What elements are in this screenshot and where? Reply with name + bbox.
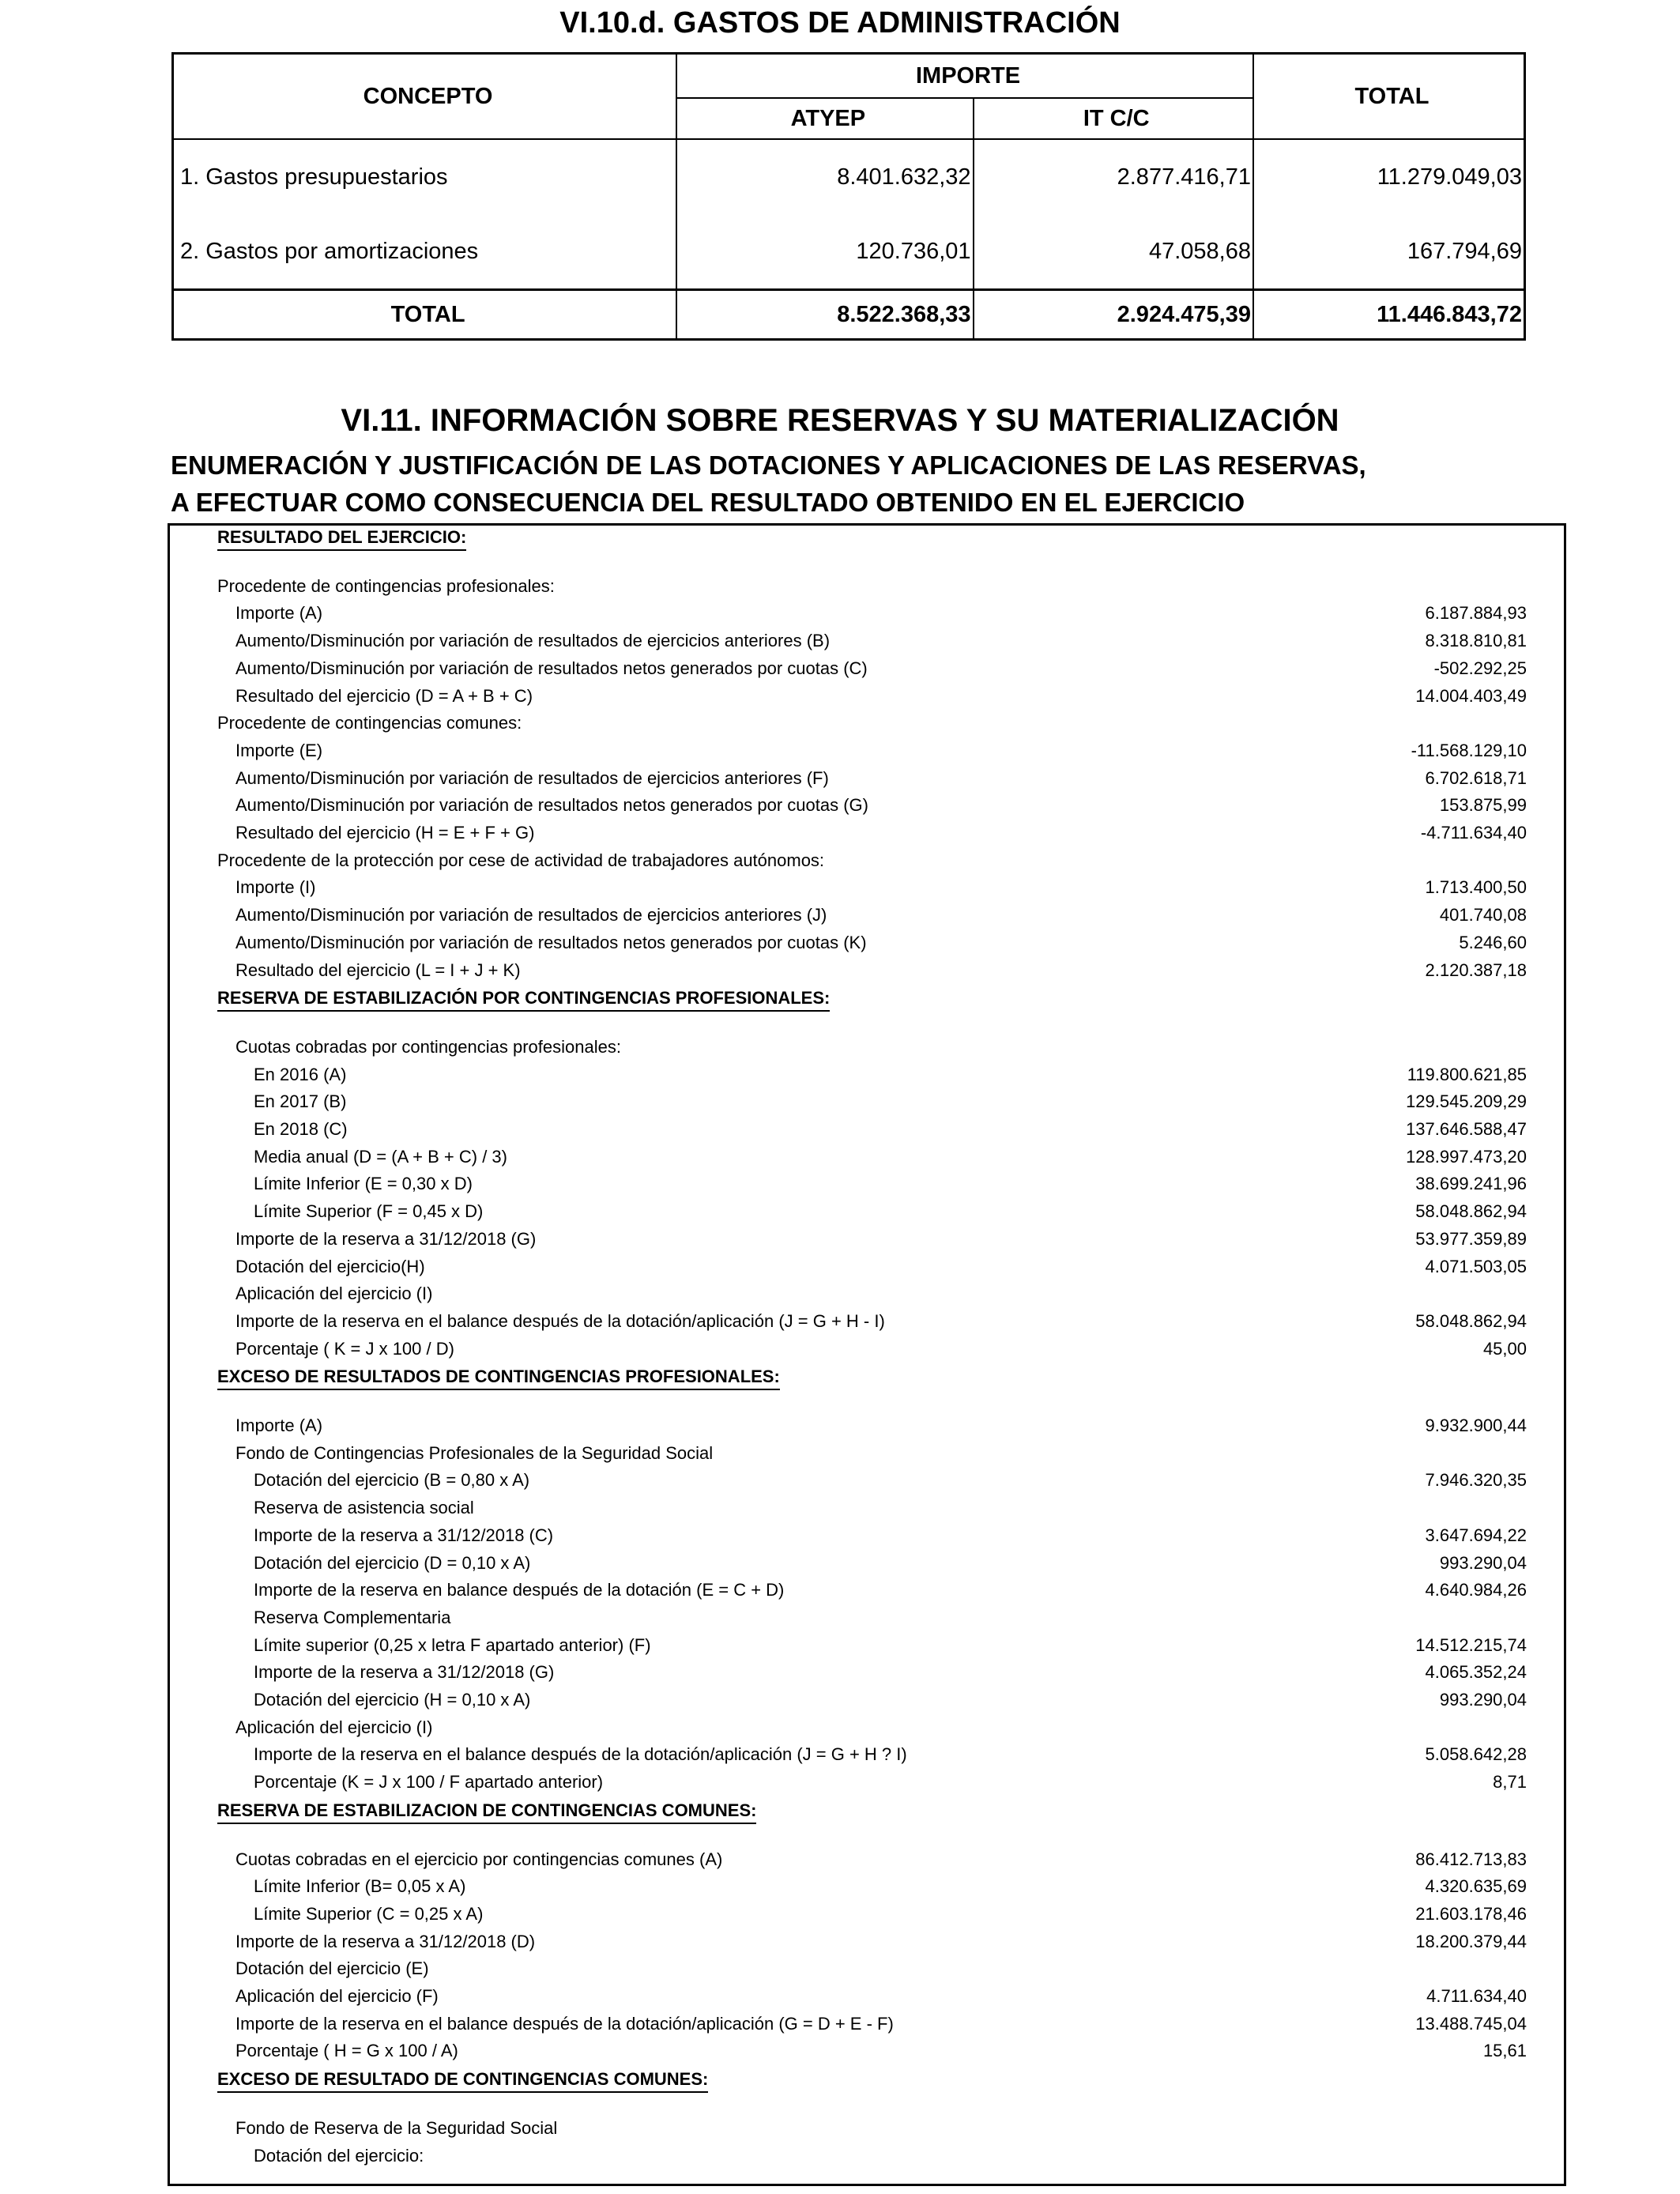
item-label: Dotación del ejercicio (H = 0,10 x A) bbox=[254, 1690, 531, 1710]
item-label: Importe de la reserva a 31/12/2018 (C) bbox=[254, 1525, 554, 1545]
item-value: 137.646.588,47 bbox=[1406, 1119, 1527, 1139]
item-label: Reserva de asistencia social bbox=[254, 1498, 474, 1518]
list-item bbox=[170, 1900, 1564, 1928]
section-heading bbox=[170, 2068, 1564, 2095]
item-label: Importe (A) bbox=[235, 603, 323, 624]
list-item bbox=[170, 1631, 1564, 1659]
item-label: Importe de la reserva a 31/12/2018 (D) bbox=[235, 1931, 536, 1951]
list-item bbox=[170, 2114, 1564, 2142]
item-label: Importe de la reserva en el balance después de la dotación/aplicación (J = G + H - I) bbox=[235, 1310, 885, 1331]
item-label: Dotación del ejercicio (B = 0,80 x A) bbox=[254, 1470, 530, 1491]
item-value: 8,71 bbox=[1493, 1772, 1527, 1793]
item-value: 401.740,08 bbox=[1439, 905, 1527, 925]
item-label: Aumento/Disminución por variación de resultados netos generados por cuotas (K) bbox=[235, 932, 867, 952]
item-label: En 2017 (B) bbox=[254, 1091, 347, 1112]
item-value: 45,00 bbox=[1482, 1338, 1527, 1359]
reservas-box bbox=[168, 523, 1566, 2186]
reservas-subtitle-2: A EFECTUAR COMO CONSECUENCIA DEL RESULTADO OBTENIDO EN EL EJERCICIO bbox=[171, 488, 1245, 517]
item-value: 58.048.862,94 bbox=[1415, 1201, 1527, 1222]
section-title: RESULTADO DEL EJERCICIO: bbox=[217, 526, 466, 551]
item-value: 4.640.984,26 bbox=[1425, 1580, 1527, 1600]
header-importe: IMPORTE bbox=[676, 54, 1253, 99]
item-value: 58.048.862,94 bbox=[1415, 1310, 1527, 1331]
list-item bbox=[170, 1307, 1564, 1335]
item-value: 3.647.694,22 bbox=[1425, 1525, 1527, 1545]
item-label: Dotación del ejercicio (E) bbox=[235, 1958, 429, 1979]
item-value: 4.320.635,69 bbox=[1425, 1876, 1527, 1897]
table-row bbox=[173, 214, 1525, 290]
item-value: 119.800.621,85 bbox=[1407, 1064, 1527, 1084]
item-value: 86.412.713,83 bbox=[1415, 1849, 1527, 1869]
list-item bbox=[170, 764, 1564, 792]
total-itcc: 2.924.475,39 bbox=[974, 290, 1253, 340]
gastos-table bbox=[171, 52, 1526, 341]
item-label: Límite Superior (F = 0,45 x D) bbox=[254, 1201, 484, 1222]
item-value: 128.997.473,20 bbox=[1406, 1146, 1527, 1167]
item-value: 21.603.178,46 bbox=[1415, 1903, 1527, 1924]
item-label: Dotación del ejercicio (D = 0,10 x A) bbox=[254, 1552, 531, 1573]
item-value: 38.699.241,96 bbox=[1415, 1174, 1527, 1194]
item-label: En 2018 (C) bbox=[254, 1119, 348, 1139]
list-item bbox=[170, 682, 1564, 710]
list-item bbox=[170, 1170, 1564, 1197]
table-row bbox=[173, 139, 1525, 214]
reservas-title: VI.11. INFORMACIÓN SOBRE RESERVAS Y SU MATERIALIZACIÓN bbox=[341, 403, 1339, 438]
list-item bbox=[170, 1604, 1564, 1631]
item-label: Cuotas cobradas por contingencias profesionales: bbox=[235, 1036, 621, 1057]
item-value: 53.977.359,89 bbox=[1415, 1228, 1527, 1249]
list-item bbox=[170, 1253, 1564, 1280]
item-value: 9.932.900,44 bbox=[1425, 1416, 1527, 1435]
section-title: RESERVA DE ESTABILIZACIÓN POR CONTINGENCIAS PROFESIONALES: bbox=[217, 986, 830, 1012]
item-label: Aumento/Disminución por variación de resultados netos generados por cuotas (C) bbox=[235, 658, 868, 678]
list-item bbox=[170, 1439, 1564, 1467]
section-heading bbox=[170, 1365, 1564, 1393]
row-atyep: 8.401.632,32 bbox=[676, 139, 973, 214]
item-label: Aumento/Disminución por variación de resultados netos generados por cuotas (G) bbox=[235, 795, 868, 816]
list-item bbox=[170, 627, 1564, 654]
list-item bbox=[170, 846, 1564, 874]
item-label: Aplicación del ejercicio (I) bbox=[235, 1717, 433, 1737]
item-value: 2.120.387,18 bbox=[1425, 959, 1527, 980]
list-item bbox=[170, 1412, 1564, 1439]
item-label: Aumento/Disminución por variación de resultados de ejercicios anteriores (B) bbox=[235, 631, 831, 651]
list-item bbox=[170, 1115, 1564, 1143]
list-item bbox=[170, 572, 1564, 600]
item-label: Límite Inferior (B= 0,05 x A) bbox=[254, 1876, 466, 1897]
list-item bbox=[170, 654, 1564, 682]
item-value: 7.946.320,35 bbox=[1425, 1470, 1527, 1491]
gastos-title: VI.10.d. GASTOS DE ADMINISTRACIÓN bbox=[559, 6, 1121, 40]
item-label: Resultado del ejercicio (L = I + J + K) bbox=[235, 959, 521, 980]
list-item bbox=[170, 791, 1564, 819]
total-label: TOTAL bbox=[173, 290, 677, 340]
item-label: Importe de la reserva en balance después de la dotación (E = C + D) bbox=[254, 1580, 785, 1600]
section-heading bbox=[170, 986, 1564, 1014]
item-label: Porcentaje (K = J x 100 / F apartado anterior) bbox=[254, 1772, 604, 1793]
list-item bbox=[170, 1225, 1564, 1253]
list-item bbox=[170, 1686, 1564, 1713]
list-item bbox=[170, 1740, 1564, 1768]
total-total: 11.446.843,72 bbox=[1253, 290, 1525, 340]
list-item bbox=[170, 929, 1564, 956]
list-item bbox=[170, 1466, 1564, 1494]
item-value: 4.065.352,24 bbox=[1425, 1662, 1527, 1683]
item-label: Reserva Complementaria bbox=[254, 1607, 451, 1627]
list-item bbox=[170, 873, 1564, 901]
list-item bbox=[170, 1658, 1564, 1686]
item-value: 993.290,04 bbox=[1439, 1552, 1527, 1573]
list-item bbox=[170, 1982, 1564, 2010]
item-label: En 2016 (A) bbox=[254, 1064, 347, 1084]
section-heading bbox=[170, 526, 1564, 553]
item-value: 1.713.400,50 bbox=[1425, 877, 1527, 898]
item-label: Aumento/Disminución por variación de resultados de ejercicios anteriores (F) bbox=[235, 767, 829, 788]
section-title: EXCESO DE RESULTADOS DE CONTINGENCIAS PROFESIONALES: bbox=[217, 1365, 780, 1390]
item-label: Límite Superior (C = 0,25 x A) bbox=[254, 1903, 484, 1924]
total-atyep: 8.522.368,33 bbox=[676, 290, 973, 340]
list-item bbox=[170, 1061, 1564, 1088]
item-label: Límite superior (0,25 x letra F apartado anterior) (F) bbox=[254, 1634, 651, 1655]
item-label: Procedente de la protección por cese de actividad de trabajadores autónomos: bbox=[217, 850, 825, 870]
row-total: 11.279.049,03 bbox=[1253, 139, 1525, 214]
list-item bbox=[170, 1197, 1564, 1225]
item-value: 15,61 bbox=[1482, 2041, 1527, 2061]
item-label: Dotación del ejercicio(H) bbox=[235, 1256, 425, 1276]
item-label: Aplicación del ejercicio (F) bbox=[235, 1986, 439, 2006]
item-value: 4.711.634,40 bbox=[1426, 1986, 1527, 2006]
item-label: Porcentaje ( H = G x 100 / A) bbox=[235, 2041, 458, 2061]
list-item bbox=[170, 2142, 1564, 2169]
item-value: 13.488.745,04 bbox=[1415, 2013, 1527, 2034]
list-item bbox=[170, 1576, 1564, 1604]
row-total: 167.794,69 bbox=[1253, 214, 1525, 290]
item-label: Aplicación del ejercicio (I) bbox=[235, 1284, 433, 1304]
item-label: Importe (E) bbox=[235, 740, 323, 760]
item-label: Fondo de Contingencias Profesionales de la Seguridad Social bbox=[235, 1442, 714, 1463]
list-item bbox=[170, 709, 1564, 737]
item-label: Importe de la reserva a 31/12/2018 (G) bbox=[235, 1228, 537, 1249]
header-atyep: ATYEP bbox=[676, 98, 973, 139]
list-item bbox=[170, 1335, 1564, 1363]
header-concepto: CONCEPTO bbox=[173, 54, 677, 140]
item-label: Límite Inferior (E = 0,30 x D) bbox=[254, 1174, 473, 1194]
list-item bbox=[170, 1768, 1564, 1796]
list-item bbox=[170, 1713, 1564, 1741]
list-item bbox=[170, 1088, 1564, 1115]
list-item bbox=[170, 599, 1564, 627]
list-item bbox=[170, 1928, 1564, 1955]
item-value: -4.711.634,40 bbox=[1420, 823, 1527, 843]
item-label: Resultado del ejercicio (H = E + F + G) bbox=[235, 823, 535, 843]
item-label: Fondo de Reserva de la Seguridad Social bbox=[235, 2117, 558, 2138]
list-item bbox=[170, 956, 1564, 984]
item-label: Procedente de contingencias comunes: bbox=[217, 713, 522, 733]
item-label: Media anual (D = (A + B + C) / 3) bbox=[254, 1146, 507, 1167]
item-label: Importe de la reserva en el balance después de la dotación/aplicación (J = G + H ? I) bbox=[254, 1744, 907, 1765]
row-itcc: 2.877.416,71 bbox=[974, 139, 1253, 214]
item-value: 993.290,04 bbox=[1439, 1690, 1527, 1710]
item-value: 5.058.642,28 bbox=[1425, 1744, 1527, 1765]
item-value: 129.545.209,29 bbox=[1406, 1091, 1527, 1112]
header-itcc: IT C/C bbox=[974, 98, 1253, 139]
item-label: Importe de la reserva en el balance después de la dotación/aplicación (G = D + E - F) bbox=[235, 2013, 894, 2034]
item-label: Importe de la reserva a 31/12/2018 (G) bbox=[254, 1662, 555, 1683]
row-concepto: 2. Gastos por amortizaciones bbox=[173, 214, 677, 290]
item-value: 4.071.503,05 bbox=[1425, 1256, 1527, 1276]
item-label: Dotación del ejercicio: bbox=[254, 2145, 424, 2166]
item-label: Importe (I) bbox=[235, 877, 316, 898]
row-concepto: 1. Gastos presupuestarios bbox=[173, 139, 677, 214]
list-item bbox=[170, 901, 1564, 929]
total-row bbox=[173, 290, 1525, 340]
list-item bbox=[170, 1872, 1564, 1900]
item-label: Porcentaje ( K = J x 100 / D) bbox=[235, 1338, 454, 1359]
section-heading bbox=[170, 1799, 1564, 1826]
item-value: 6.187.884,93 bbox=[1425, 603, 1527, 624]
list-item bbox=[170, 1143, 1564, 1171]
list-item bbox=[170, 1549, 1564, 1577]
section-title: RESERVA DE ESTABILIZACION DE CONTINGENCIAS COMUNES: bbox=[217, 1799, 756, 1824]
header-total: TOTAL bbox=[1253, 54, 1525, 140]
item-value: 14.512.215,74 bbox=[1415, 1634, 1527, 1655]
list-item bbox=[170, 1955, 1564, 1982]
row-atyep: 120.736,01 bbox=[676, 214, 973, 290]
item-value: -11.568.129,10 bbox=[1411, 740, 1527, 760]
list-item bbox=[170, 1280, 1564, 1307]
list-item bbox=[170, 819, 1564, 846]
item-label: Resultado del ejercicio (D = A + B + C) bbox=[235, 685, 533, 706]
list-item bbox=[170, 1521, 1564, 1549]
row-itcc: 47.058,68 bbox=[974, 214, 1253, 290]
item-value: -502.292,25 bbox=[1433, 658, 1527, 678]
item-label: Aumento/Disminución por variación de resultados de ejercicios anteriores (J) bbox=[235, 905, 827, 925]
reservas-subtitle-1: ENUMERACIÓN Y JUSTIFICACIÓN DE LAS DOTACIONES Y APLICACIONES DE LAS RESERVAS, bbox=[171, 450, 1366, 480]
item-value: 6.702.618,71 bbox=[1425, 767, 1527, 788]
item-value: 5.246,60 bbox=[1459, 932, 1527, 952]
item-label: Procedente de contingencias profesionales: bbox=[217, 575, 555, 596]
item-label: Cuotas cobradas en el ejercicio por contingencias comunes (A) bbox=[235, 1849, 723, 1869]
item-label: Importe (A) bbox=[235, 1416, 323, 1435]
item-value: 18.200.379,44 bbox=[1415, 1931, 1527, 1951]
item-value: 153.875,99 bbox=[1439, 795, 1527, 816]
item-value: 8.318.810,81 bbox=[1425, 631, 1527, 651]
list-item bbox=[170, 2010, 1564, 2038]
list-item bbox=[170, 2037, 1564, 2064]
item-value: 14.004.403,49 bbox=[1415, 685, 1527, 706]
list-item bbox=[170, 1494, 1564, 1521]
list-item bbox=[170, 1845, 1564, 1873]
list-item bbox=[170, 1033, 1564, 1061]
section-title: EXCESO DE RESULTADO DE CONTINGENCIAS COMUNES: bbox=[217, 2068, 708, 2093]
list-item bbox=[170, 737, 1564, 764]
